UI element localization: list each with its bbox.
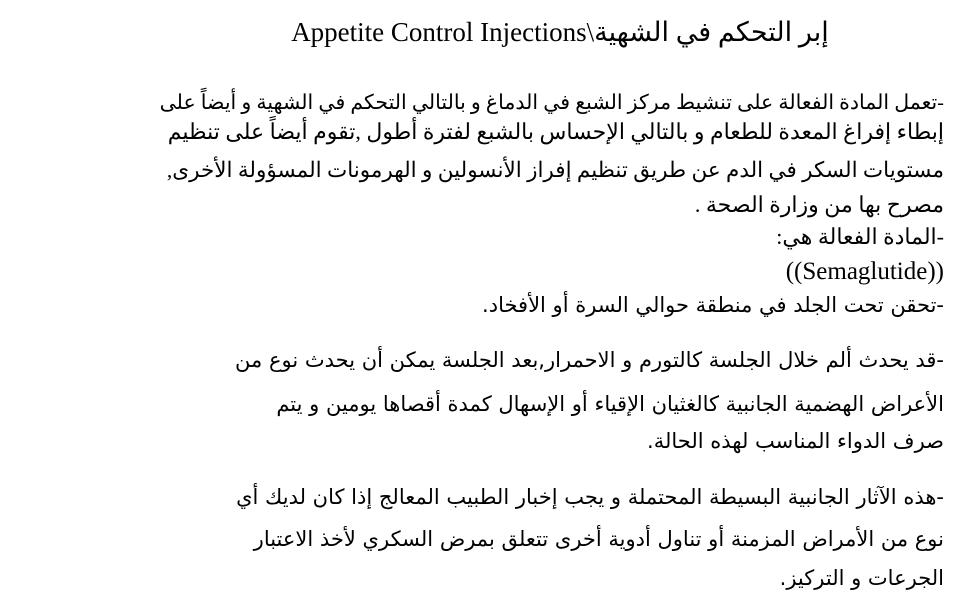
paragraph1-line1: -تعمل المادة الفعالة على تنشيط مركز الشبع في الدماغ و بالتالي التحكم في الشهية و أيضاً على <box>159 92 944 114</box>
paragraph3-line2: نوع من الأمراض المزمنة أو تناول أدوية أخرى تتعلق بمرض السكري لأخذ الاعتبار <box>253 527 944 551</box>
active-ingredient-value: ((Semaglutide)) <box>785 258 944 285</box>
paragraph1-line2: إبطاء إفراغ المعدة للطعام و بالتالي الإحساس بالشبع لفترة أطول ,تقوم أيضاً على تنظيم <box>167 119 944 144</box>
active-ingredient-label: -المادة الفعالة هي: <box>776 224 944 249</box>
paragraph3-line3: الجرعات و التركيز. <box>779 566 944 590</box>
paragraph1-line4: مصرح بها من وزارة الصحة . <box>694 192 944 217</box>
paragraph3-line1: -هذه الآثار الجانبية البسيطة المحتملة و يجب إخبار الطبيب المعالج إذا كان لديك أي <box>236 485 944 509</box>
page-title: Appetite Control Injections\إبر التحكم في الشهية <box>291 17 829 47</box>
paragraph2-line2: الأعراض الهضمية الجانبية كالغثيان الإقياء أو الإسهال كمدة أقصاها يومين و يتم <box>276 392 944 416</box>
paragraph2-line3: صرف الدواء المناسب لهذه الحالة. <box>647 429 944 453</box>
injection-site-text: -تحقن تحت الجلد في منطقة حوالي السرة أو الأفخاد. <box>482 293 944 317</box>
paragraph2-line1: -قد يحدث ألم خلال الجلسة كالتورم و الاحمرار,بعد الجلسة يمكن أن يحدث نوع من <box>235 348 944 372</box>
paragraph1-line3: مستويات السكر في الدم عن طريق تنظيم إفراز الأنسولين و الهرمونات المسؤولة الأخرى, <box>166 158 944 182</box>
